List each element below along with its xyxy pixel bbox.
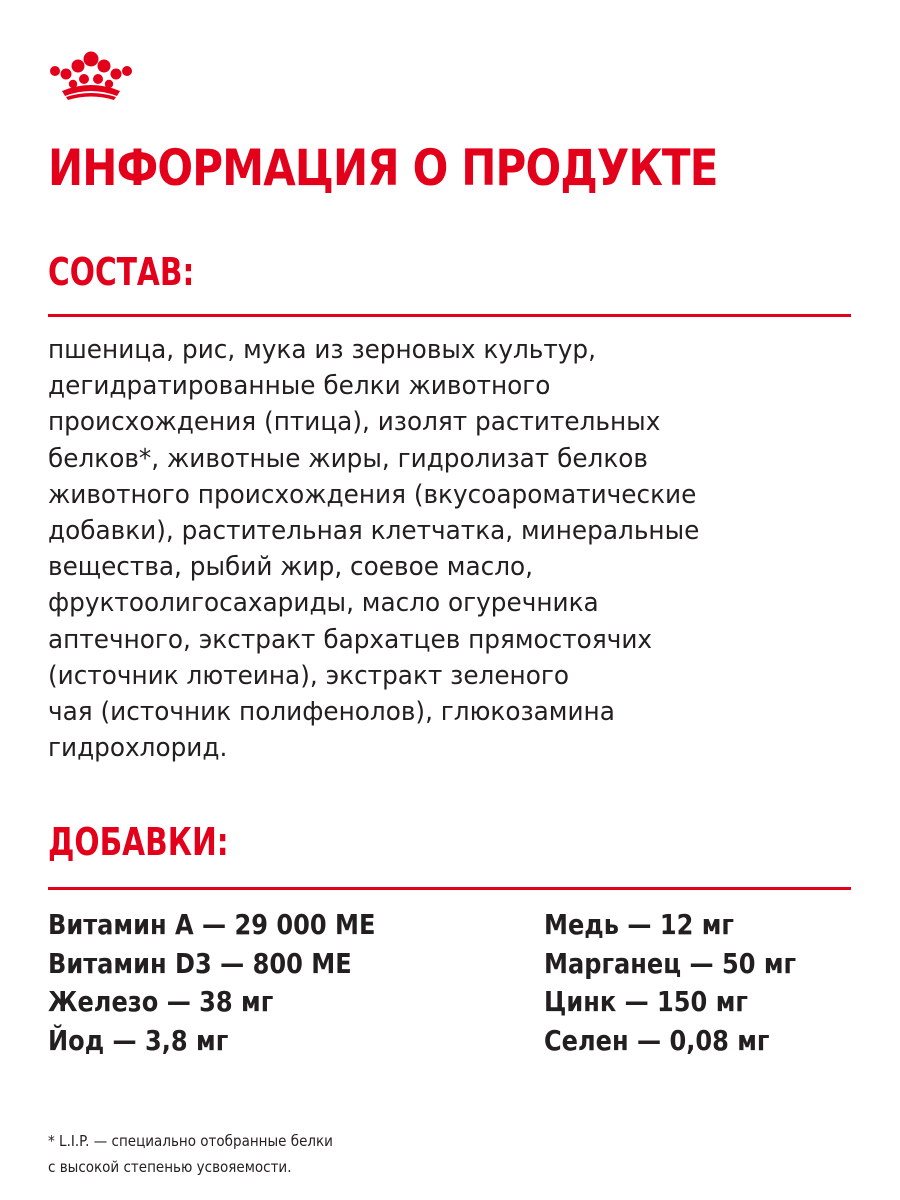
footnote — [48, 1128, 365, 1180]
composition-line: вещества, рыбий жир, соевое масло, — [48, 552, 534, 583]
composition-line: белков*, животные жиры, гидролизат белков — [48, 443, 649, 474]
additive-item: Железо — 38 мг — [48, 985, 274, 1018]
composition-line: происхождения (птица), изолят растительных — [48, 407, 661, 438]
composition-text — [48, 332, 848, 766]
footnote-line: * L.I.P. — специально отобранные белки — [48, 1132, 333, 1150]
composition-line: (источник лютеина), экстракт зеленого — [48, 660, 569, 691]
composition-heading: СОСТАВ: — [48, 250, 195, 294]
additives-heading: ДОБАВКИ: — [48, 820, 229, 864]
additive-item: Селен — 0,08 мг — [544, 1023, 770, 1057]
additives-list-left — [48, 906, 429, 1060]
composition-line: гидрохлорид. — [48, 733, 228, 764]
additive-item: Витамин А — 29 000 МЕ — [48, 908, 376, 941]
crown-icon — [46, 50, 136, 102]
additive-item: Медь — 12 мг — [544, 908, 734, 941]
composition-line: добавки), растительная клетчатка, минеральные — [48, 516, 700, 547]
additive-item: Марганец — 50 мг — [544, 946, 797, 980]
composition-line: пшеница, рис, мука из зерновых культур, — [48, 335, 597, 365]
composition-line: дегидратированные белки животного — [48, 371, 551, 402]
section-divider — [48, 314, 851, 317]
additive-item: Цинк — 150 мг — [544, 985, 748, 1018]
additives-list-right — [544, 906, 837, 1060]
section-divider — [48, 887, 851, 890]
page-title: ИНФОРМАЦИЯ О ПРОДУКТЕ — [48, 139, 718, 197]
additive-item: Витамин D3 — 800 МЕ — [48, 946, 352, 980]
additive-item: Йод — 3,8 мг — [48, 1023, 229, 1057]
composition-line: фруктоолигосахариды, масло огуречника — [48, 588, 599, 619]
footnote-line: с высокой степенью усвояемости. — [48, 1158, 292, 1176]
composition-line: аптечного, экстракт бархатцев прямостоячих — [48, 624, 653, 655]
composition-line: чая (источник полифенолов), глюкозамина — [48, 697, 615, 728]
composition-line: животного происхождения (вкусоароматические — [48, 479, 697, 510]
